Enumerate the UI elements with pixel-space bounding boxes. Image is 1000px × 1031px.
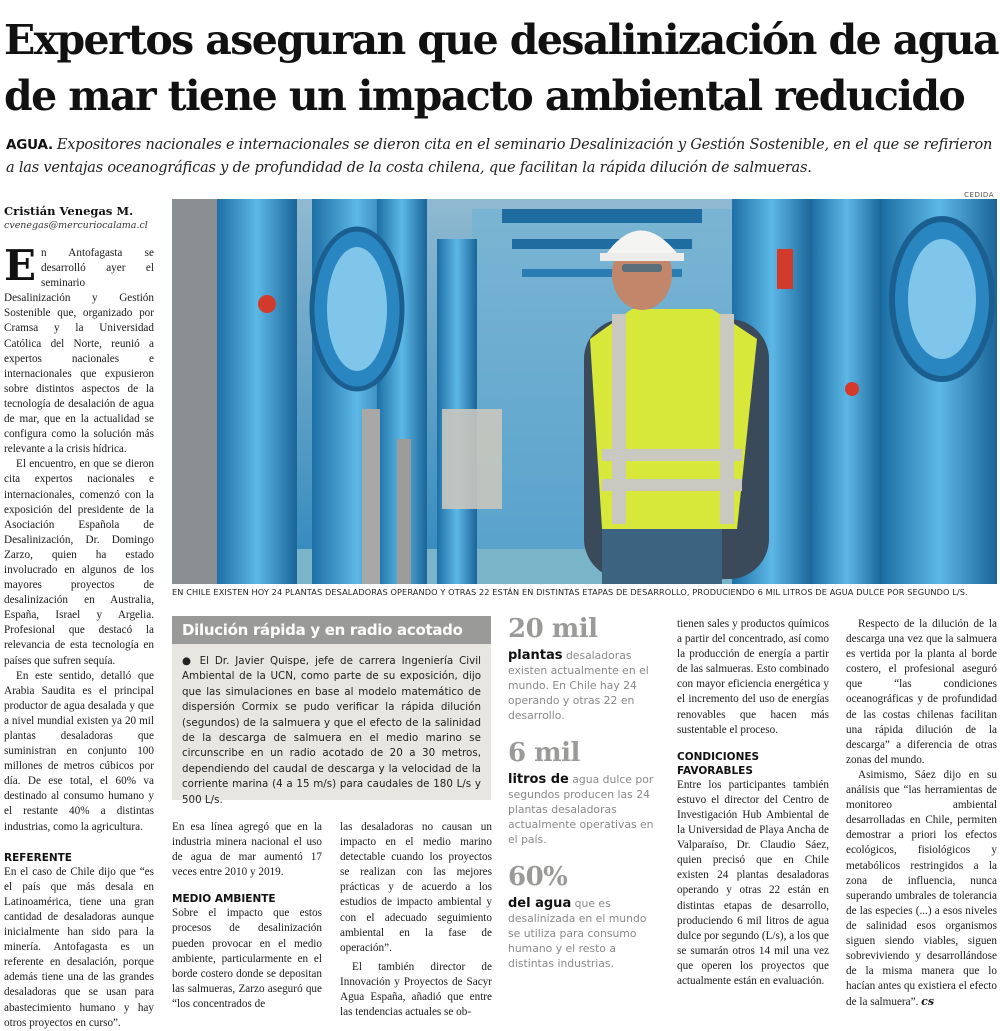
stat-text: plantas desaladoras existen actualmente en el mundo. En Chile hay 24 operando y otras 22 en desarrollo. xyxy=(508,648,649,722)
paragraph: Entre los participantes también estuvo el director del Centro de Investigación Hub Ambiental de la Universidad de Playa Ancha de Valparaíso, Dr. Claudio Sáez, quien precisó que en Chile existen 24 plantas desaladoras operando y otras 22 están en distintas etapas de desarrollo, produciendo 6 mil litros de agua dulce por segundo (L/s), a los que se sumarán otros 14 mil una vez que operen los proyectos que actualmente están en evaluación. xyxy=(677,778,829,987)
sidebar-body: ● El Dr. Javier Quispe, jefe de carrera Ingeniería Civil Ambiental de la UCN, como parte de su exposición, dijo que las simulaciones en base al modelo matemático de dispersión Cormix se pudo verificar la rápida dilución (segundos) de la salmuera y que el efecto de la salinidad de la descarga de salmuera en el medio marino se circunscribe en un radio acotado de 20 a 30 metros, dependiendo del caudal de descarga y la velocidad de la corriente marina (4 a 15 m/s) para caudales de 180 L/s y 500 L/s. xyxy=(182,655,481,806)
column-2 xyxy=(172,820,322,1012)
lede-kicker: AGUA. xyxy=(6,137,53,153)
subhead-referente: REFERENTE xyxy=(4,851,72,864)
sidebar-title: Dilución rápida y en radio acotado xyxy=(172,616,491,644)
photo-caption: EN CHILE EXISTEN HOY 24 PLANTAS DESALADORAS OPERANDO Y OTRAS 22 ESTÁN EN DISTINTAS ETAPAS DE DESARROLLO, PRODUCIENDO 6 MIL LITROS DE AGUA DULCE POR SEGUNDO L/S. xyxy=(172,587,968,597)
paragraph: Respecto de la dilución de la descarga una vez que la salmuera es vertida por la planta al borde costero, el profesional aseguró que “las condiciones oceanográficas y de profundidad de las costas chilenas facilitan una rápida dilución de la descarga” a diferencia de otras zonas del mundo. xyxy=(846,618,997,766)
paragraph: El encuentro, en que se dieron cita expertos nacionales e internacionales, comenzó con la exposición del presidente de la Asociación Española de Desalinización, Dr. Domingo Zarzo, quien ha estado involucrado en algunos de los mayores proyectos de desalinización en Australia, España, Israel y Argelia. Profesional que destacó la relevancia de esta tecnología en países que sufren sequía. xyxy=(4,458,154,667)
column-6 xyxy=(846,617,997,1010)
paragraph: las desaladoras no causan un impacto en el medio marino detectable cuando los proyectos se realizan con las mejores prácticas y de acuerdo a los estudios de impacto ambiental y con el adecuado seguimiento ambiental en la fase de operación”. xyxy=(340,821,492,954)
lede-text: Expositores nacionales e internacionales se dieron cita en el seminario Desalinización y Gestión Sostenible, en el que se refirieron a las ventajas oceanográficas y de profundidad de la costa chilena, que facilitan la rápida dilución de salmueras. xyxy=(6,137,993,176)
bullet-icon: ● xyxy=(182,655,194,667)
subhead-medio-ambiente: MEDIO AMBIENTE xyxy=(172,893,276,906)
paragraph: El también director de Innovación y Proyectos de Sacyr Agua España, añadió que entre las tendencias actuales se ob- xyxy=(340,960,492,1019)
byline-author: Cristián Venegas M. xyxy=(4,204,134,218)
photo-desalination-plant xyxy=(172,199,997,584)
stat-number: 60% xyxy=(508,862,568,892)
lede xyxy=(6,134,996,180)
sidebar-box xyxy=(172,616,491,806)
stat-number: 6 mil xyxy=(508,738,580,768)
paragraph: tienen sales y productos químicos a partir del concentrado, así como la producción de energía a partir de las salmueras. Esto combinado con mayor eficiencia energética y el incremento del uso de energías renovables que hacen más sustentable el proceso. xyxy=(677,618,829,736)
drop-cap: E xyxy=(4,241,37,290)
stat-text: litros de agua dulce por segundos producen las 24 plantas desaladoras actualmente operativas en el país. xyxy=(508,772,654,846)
paragraph: Asimismo, Sáez dijo en su análisis que “las herramientas de monitoreo ambiental desarrolladas en Chile, permiten demostrar a priori los efectos ecológicos, fisiológicos y metabólicos restringidos a la zona de influencia, nunca superando umbrales de tolerancia de las especies (...) a esos niveles de salinidad esos organismos siguen siendo viables, siguen sobreviviendo y desarrollándose de la misma manera que lo hacían antes qu existiera el efecto de la salmuera”. cs xyxy=(846,768,997,1009)
byline xyxy=(4,204,166,231)
column-3 xyxy=(340,820,492,1020)
column-1 xyxy=(4,241,154,1031)
paragraph: En este sentido, detalló que Arabia Saudita es el principal productor de agua desalada y que a nivel mundial existen ya 20 mil plantas desaladoras que suministran en conjunto 100 millones de metros cúbicos por día. De ese total, el 60% va destinado al consumo humano y el restante 40% a distintas industrias, como la agricultura. xyxy=(4,669,154,833)
photo-illustration xyxy=(172,199,997,584)
author-signature: cs xyxy=(921,995,935,1009)
paragraph: Sobre el impacto que estos procesos de desalinización pueden provocar en el medio ambiente, particularmente en el borde costero donde se depositan las salmueras, Zarzo aseguró que “los concentrados de xyxy=(172,907,322,1010)
paragraph: En el caso de Chile dijo que “es el país que más desala en Latinoamérica, tiene una gran cantidad de desaladoras aunque inicialmente han sido para la minería. Antofagasta es un referente en desalación, porque además tiene una de las grandes desaladoras que se usan para abastecimiento humano y hay otros proyectos en curso”. xyxy=(4,865,154,1029)
stat-block xyxy=(508,614,660,723)
paragraph: En esa línea agregó que en la industria minera nacional el uso de agua de mar aumentó 17 veces entre 2010 y 2019. xyxy=(172,821,322,879)
stat-block xyxy=(508,862,660,971)
photo-credit: CEDIDA xyxy=(964,191,994,199)
column-5 xyxy=(677,617,829,989)
stat-number: 20 mil xyxy=(508,614,598,644)
byline-email[interactable]: cvenegas@mercuriocalama.cl xyxy=(4,220,148,231)
paragraph: En Antofagasta se desarrolló ayer el seminario Desalinización y Gestión Sostenible que, organizado por Cramsa y la Universidad Católica del Norte, reunió a expertos nacionales e internacionales que expusieron sobre distintos aspectos de la tecnología de desalación de agua de mar, que en la actualidad se configura como la solución más relevante a la crisis hídrica. xyxy=(4,241,154,456)
headline: Expertos aseguran que desalinización de agua de mar tiene un impacto ambiental reducido xyxy=(4,16,998,120)
stat-text: del agua que es desalinizada en el mundo se utiliza para consumo humano y el resto a distintas industrias. xyxy=(508,896,647,970)
stat-block xyxy=(508,738,660,847)
subhead-condiciones: CONDICIONES FAVORABLES xyxy=(677,750,760,777)
